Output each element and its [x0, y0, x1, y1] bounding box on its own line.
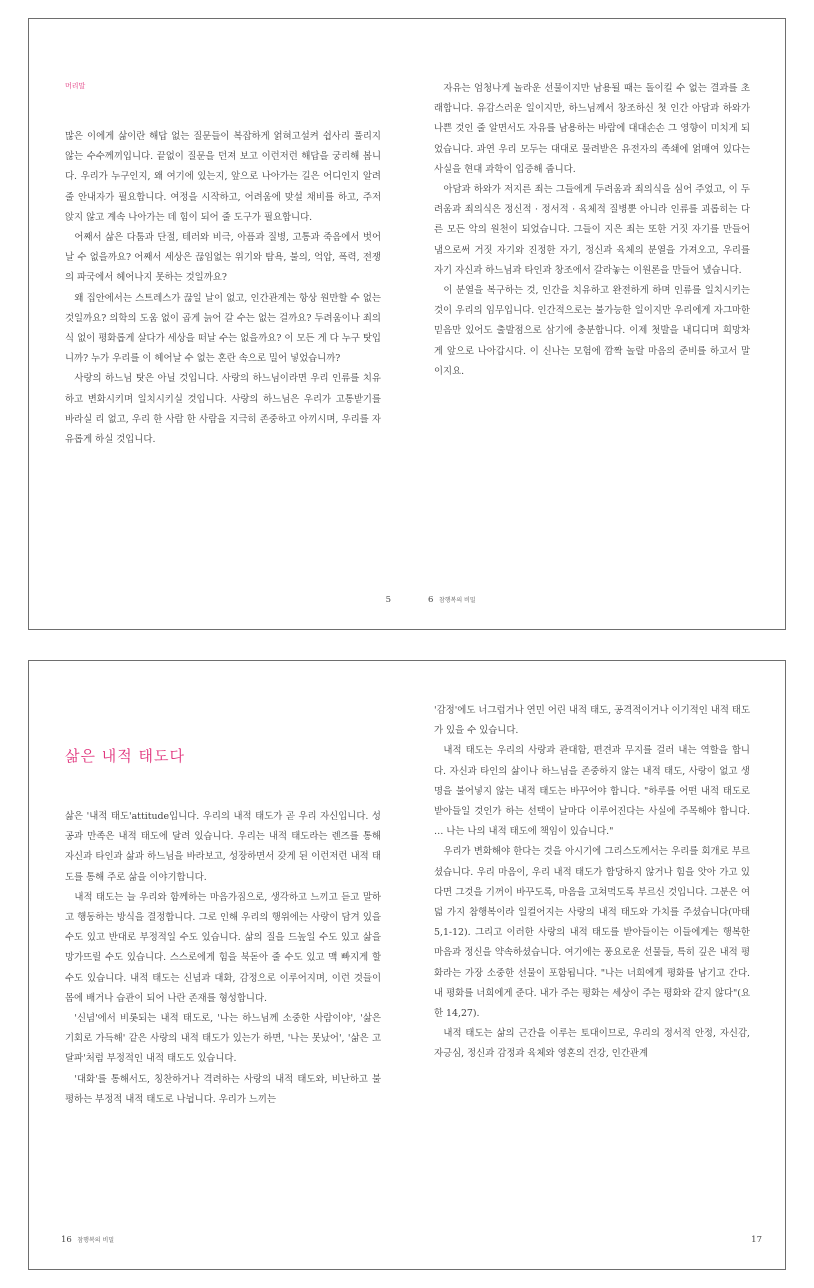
- paragraph: 우리가 변화해야 한다는 것을 아시기에 그리스도께서는 우리를 회개로 부르셨습니다. 우리 마음이, 우리 내적 태도가 합당하지 않거나 힘을 앗아 가고 있다면 그것을 기꺼이 바꾸도록, 마음을 고쳐먹도록 부르신 것입니다. 그분은 여덟 가지 참행복이라 일컬어지는 사랑의 내적 태도와 가치를 주셨습니다(마태 5,1-12). 그리고 이러한 사랑의 내적 태도를 받아들이는 이들에게는 행복한 마음과 정신을 약속하셨습니다. 여기에는 풍요로운 선물들, 특히 깊은 내적 평화라는 가장 소중한 선물이 포함됩니다. "나는 너희에게 평화를 남기고 간다. 내 평화를 너희에게 준다. 내가 주는 평화는 세상이 주는 평화와 같지 않다"(요한 14,27).: [434, 846, 750, 1020]
- paragraph: 자유는 엄청나게 놀라운 선물이지만 남용될 때는 돌이킬 수 없는 결과를 초래합니다. 유감스러운 일이지만, 하느님께서 창조하신 첫 인간 아담과 하와가 나쁜 것인 줄 알면서도 자유를 남용하는 바람에 대대손손 그 영향이 미치게 되었습니다. 과연 우리 모두는 대대로 물려받은 유전자의 족쇄에 얽매여 있다는 사실을 현대 과학이 입증해 줍니다.: [434, 83, 750, 175]
- running-title: 참행복의 비밀: [438, 597, 476, 604]
- paragraph: 내적 태도는 삶의 근간을 이루는 토대이므로, 우리의 정서적 안정, 자신감, 자긍심, 정신과 감정과 육체와 영혼의 건강, 인간관계: [434, 1028, 750, 1060]
- paragraph: 사랑의 하느님 탓은 아닐 것입니다. 사랑의 하느님이라면 우리 인류를 치유하고 변화시키며 일치시키실 것입니다. 사랑의 하느님은 우리가 고통받기를 바라실 리 없고, 우리 한 사람 한 사람을 지극히 존중하고 아끼시며, 우리를 자유롭게 하실 것입니다.: [65, 373, 381, 446]
- page-16: [29, 661, 408, 1269]
- page-number: 5: [385, 595, 391, 605]
- paragraph: 아담과 하와가 저지른 죄는 그들에게 두려움과 죄의식을 심어 주었고, 이 두려움과 죄의식은 정신적 · 정서적 · 육체적 질병뿐 아니라 인류를 괴롭히는 다른 모든 악의 원천이 되었습니다. 그들이 지은 죄는 또한 거짓 자기를 만들어 냄으로써 거짓 자기와 진정한 자기, 정신과 육체의 분열을 가져오고, 우리를 자기 자신과 하느님과 타인과 창조에서 갈라놓는 이원론을 만들어 냈습니다.: [434, 184, 750, 276]
- paragraph: 내적 태도는 우리의 사랑과 관대함, 편견과 무지를 걸러 내는 역할을 합니다. 자신과 타인의 삶이나 하느님을 존중하지 않는 내적 태도, 사랑이 없고 생명을 불어넣지 않는 내적 태도는 바꾸어야 합니다. "하루를 어떤 내적 태도로 받아들일 것인가 하는 선택이 날마다 이루어진다는 사실에 주목해야 합니다. … 나는 나의 내적 태도에 책임이 있습니다.": [434, 745, 750, 838]
- section-label: 머리말: [65, 82, 86, 90]
- paragraph: 어째서 삶은 다툼과 단절, 테러와 비극, 아픔과 질병, 고통과 죽음에서 벗어날 수 없을까요? 어째서 세상은 끊임없는 위기와 탐욕, 불의, 억압, 폭력, 전쟁의 파국에서 헤어나지 못하는 것일까요?: [65, 232, 381, 284]
- paragraph: 많은 이에게 삶이란 해답 없는 질문들이 복잡하게 얽혀고설켜 쉽사리 풀리지 않는 수수께끼입니다. 끝없이 질문을 던져 보고 이런저런 해답을 궁리해 봅니다. 우리가 누구인지, 왜 여기에 있는지, 앞으로 나아가는 길은 어디인지 알려 줄 안내자가 필요합니다. 여정을 시작하고, 어려움에 맞설 채비를 하고, 주저앉지 않고 계속 나아가는 데 힘이 되어 줄 도구가 필요합니다.: [65, 131, 381, 223]
- book-spread-bottom: [28, 660, 786, 1270]
- paragraph: 내적 태도는 늘 우리와 함께하는 마음가짐으로, 생각하고 느끼고 듣고 말하고 행동하는 방식을 결정합니다. 그로 인해 우리의 행위에는 사랑이 담겨 있을 수도 있고 반대로 부정적일 수도 있습니다. 삶의 질을 드높일 수도 있고 삶을 망가뜨릴 수도 있습니다. 스스로에게 힘을 북돋아 줄 수도 있고 맥 빠지게 할 수도 있습니다. 내적 태도는 신념과 대화, 감정으로 이루어지며, 이런 것들이 몸에 배거나 습관이 되어 나란 존재를 형성합니다.: [65, 891, 381, 1004]
- book-spread-top: [28, 18, 786, 630]
- paragraph: '감정'에도 너그럽거나 연민 어린 내적 태도, 공격적이거나 이기적인 내적 태도가 있을 수 있습니다.: [434, 705, 750, 737]
- page-body-text: [434, 79, 750, 382]
- page-folio: [428, 595, 476, 605]
- page-body-text: [65, 807, 381, 1110]
- page-number: 16: [61, 1235, 72, 1245]
- page-number: 6: [428, 595, 434, 605]
- paragraph: 이 분열을 복구하는 것, 인간을 치유하고 완전하게 하며 인류를 일치시키는 것이 우리의 임무입니다. 인간적으로는 불가능한 일이지만 우리에게 자그마한 믿음만 있어도 출발점으로 삼기에 충분합니다. 이제 첫발을 내디디며 희망차게 앞으로 나아갑시다. 이 신나는 모험에 깜짝 놀랄 마음의 준비를 하고서 말이지요.: [434, 285, 750, 377]
- paragraph: 왜 집안에서는 스트레스가 끊일 날이 없고, 인간관계는 항상 원만할 수 없는 것일까요? 의학의 도움 없이 곱게 늙어 갈 수는 없는 걸까요? 두려움이나 죄의식 없이 평화롭게 살다가 세상을 떠날 수는 없을까요? 이 모든 게 다 누구 탓입니까? 누가 우리를 이 헤어날 수 없는 혼란 속으로 밀어 넣었습니까?: [65, 292, 381, 365]
- chapter-title: 삶은 내적 태도다: [65, 747, 185, 765]
- page-folio: [751, 1235, 765, 1245]
- page-6: [408, 19, 787, 629]
- paragraph: '신념'에서 비롯되는 내적 태도로, '나는 하느님께 소중한 사람이야', '삶은 기회로 가득해' 같은 사랑의 내적 태도가 있는가 하면, '나는 못났어', '삶은 고달파'처럼 부정적인 내적 태도도 있습니다.: [65, 1013, 381, 1065]
- page-17: [408, 661, 787, 1269]
- page-body-text: [65, 127, 381, 450]
- paragraph: 삶은 '내적 태도'attitude입니다. 우리의 내적 태도가 곧 우리 자신입니다. 성공과 만족은 내적 태도에 달려 있습니다. 우리는 내적 태도라는 렌즈를 통해 자신과 타인과 삶과 하느님을 바라보고, 성장하면서 갖게 된 이런저런 내적 태도를 통해 주로 삶을 이야기합니다.: [65, 811, 381, 883]
- page-folio: [61, 1235, 114, 1245]
- running-title: 참행복의 비밀: [77, 1237, 115, 1244]
- page-number: 17: [751, 1235, 762, 1245]
- paragraph: '대화'를 통해서도, 칭찬하거나 격려하는 사랑의 내적 태도와, 비난하고 불평하는 부정적 내적 태도로 나뉩니다. 우리가 느끼는: [65, 1073, 381, 1105]
- page-body-text: [434, 701, 750, 1065]
- page-folio: [386, 595, 394, 605]
- page-5: [29, 19, 408, 629]
